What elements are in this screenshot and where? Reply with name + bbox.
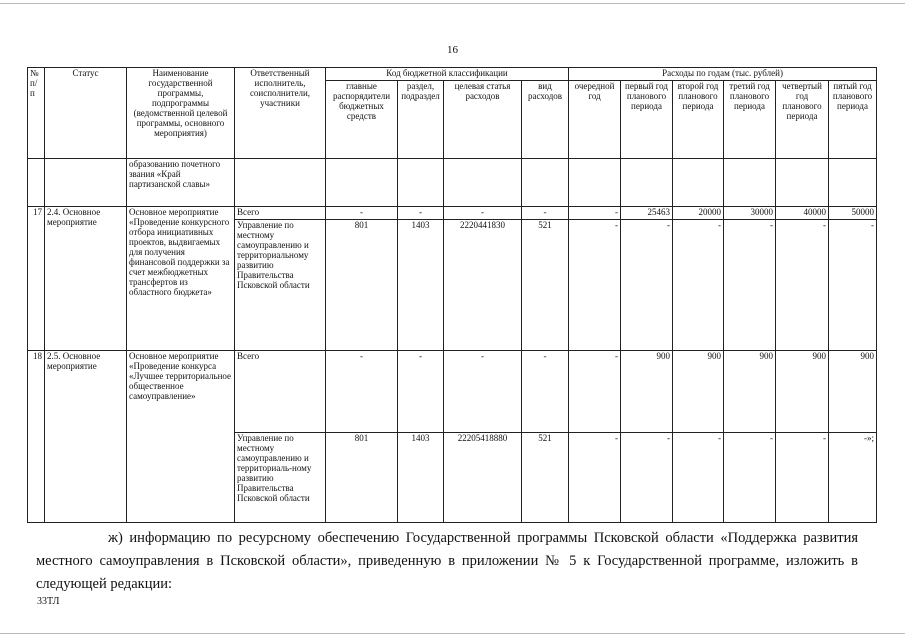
header-kbk-rzpr: раздел, подраздел — [398, 81, 444, 159]
row-18-total-y0: - — [569, 351, 621, 433]
row-17-detail-resp: Управление по местному самоуправлению и территориальному развитию Правительства Псковской области — [235, 220, 326, 351]
row-17-total-y2: 20000 — [673, 207, 724, 220]
continuation-text: образованию почетного звания «Край партизанской славы» — [127, 159, 235, 207]
row-17-total-grbs: - — [326, 207, 398, 220]
row-17-total-y4: 40000 — [776, 207, 829, 220]
row-18-total-y1: 900 — [621, 351, 673, 433]
row-18-total-y4: 900 — [776, 351, 829, 433]
header-kbk-grbs: главные распорядители бюджетных средств — [326, 81, 398, 159]
row-17-total — [28, 207, 877, 220]
row-17-detail-y4: - — [776, 220, 829, 351]
row-18-total — [28, 351, 877, 433]
scan-artifact-bottom — [0, 633, 905, 634]
header-year-2: второй год планового периода — [673, 81, 724, 159]
row-17-detail-y2: - — [673, 220, 724, 351]
row-18-total-csr: - — [444, 351, 522, 433]
header-year-0: очередной год — [569, 81, 621, 159]
header-row-1 — [28, 68, 877, 81]
header-kbk-csr: целевая статья расходов — [444, 81, 522, 159]
row-18-num: 18 — [28, 351, 45, 523]
row-18-detail-vr: 521 — [522, 433, 569, 523]
header-kbk: Код бюджетной классификации — [326, 68, 569, 81]
row-17-total-rzpr: - — [398, 207, 444, 220]
row-18-total-rzpr: - — [398, 351, 444, 433]
row-18-total-grbs: - — [326, 351, 398, 433]
row-18-detail-y4: - — [776, 433, 829, 523]
header-status: Статус — [45, 68, 127, 159]
row-17-detail-y0: - — [569, 220, 621, 351]
row-17-total-vr: - — [522, 207, 569, 220]
row-18-detail-csr: 22205418880 — [444, 433, 522, 523]
row-18-total-y3: 900 — [724, 351, 776, 433]
row-17-detail-y3: - — [724, 220, 776, 351]
row-17-total-label: Всего — [235, 207, 326, 220]
row-17-total-y3: 30000 — [724, 207, 776, 220]
row-17-total-y0: - — [569, 207, 621, 220]
header-num: № п/п — [28, 68, 45, 159]
row-18-detail-rzpr: 1403 — [398, 433, 444, 523]
header-name: Наименование государственной программы, подпрограммы (ведомственной целевой программы, основного мероприятия) — [127, 68, 235, 159]
row-17-detail-grbs: 801 — [326, 220, 398, 351]
row-18-name: Основное мероприятие «Проведение конкурса «Лучшее территориальное общественное самоуправление» — [127, 351, 235, 523]
row-17-total-y5: 50000 — [829, 207, 877, 220]
row-18-total-vr: - — [522, 351, 569, 433]
row-17-detail-vr: 521 — [522, 220, 569, 351]
row-17-detail-y5: - — [829, 220, 877, 351]
row-17-num: 17 — [28, 207, 45, 351]
row-18-total-label: Всего — [235, 351, 326, 433]
continuation-row — [28, 159, 877, 207]
header-responsible: Ответственный исполнитель, соисполнители, участники — [235, 68, 326, 159]
header-year-4: четвертый год планового периода — [776, 81, 829, 159]
row-17-status: 2.4. Основное мероприятие — [45, 207, 127, 351]
header-kbk-vr: вид расходов — [522, 81, 569, 159]
row-18-detail-resp: Управление по местному самоуправлению и территориаль-ному развитию Правительства Псковской области — [235, 433, 326, 523]
row-18-detail-y2: - — [673, 433, 724, 523]
header-year-1: первый год планового периода — [621, 81, 673, 159]
row-17-total-csr: - — [444, 207, 522, 220]
row-17-name: Основное мероприятие «Проведение конкурсного отбора инициативных проектов, выдвигаемых для получения финансовой поддержки за счет межбюджетных трансфертов из областного бюджета» — [127, 207, 235, 351]
row-18-detail-y0: - — [569, 433, 621, 523]
footer-code: 33ТЛ — [37, 596, 60, 607]
budget-table — [27, 67, 877, 523]
page-number: 16 — [447, 44, 458, 56]
row-18-detail-y3: - — [724, 433, 776, 523]
scan-artifact-top — [0, 3, 905, 4]
row-18-detail-grbs: 801 — [326, 433, 398, 523]
row-18-total-y5: 900 — [829, 351, 877, 433]
row-17-detail-y1: - — [621, 220, 673, 351]
row-17-detail-csr: 2220441830 — [444, 220, 522, 351]
header-year-3: третий год планового периода — [724, 81, 776, 159]
row-18-status: 2.5. Основное мероприятие — [45, 351, 127, 523]
row-18-detail-y5: -»; — [829, 433, 877, 523]
row-17-detail-rzpr: 1403 — [398, 220, 444, 351]
header-expenses: Расходы по годам (тыс. рублей) — [569, 68, 877, 81]
header-year-5: пятый год планового периода — [829, 81, 877, 159]
row-17-total-y1: 25463 — [621, 207, 673, 220]
body-paragraph: ж) информацию по ресурсному обеспечению Государственной программы Псковской области «Поддержка развития местного самоуправления в Псковской области», приведенную в приложении № 5 к Государственной программе, изложить в следующей редакции: — [36, 530, 858, 592]
row-18-total-y2: 900 — [673, 351, 724, 433]
row-18-detail-y1: - — [621, 433, 673, 523]
